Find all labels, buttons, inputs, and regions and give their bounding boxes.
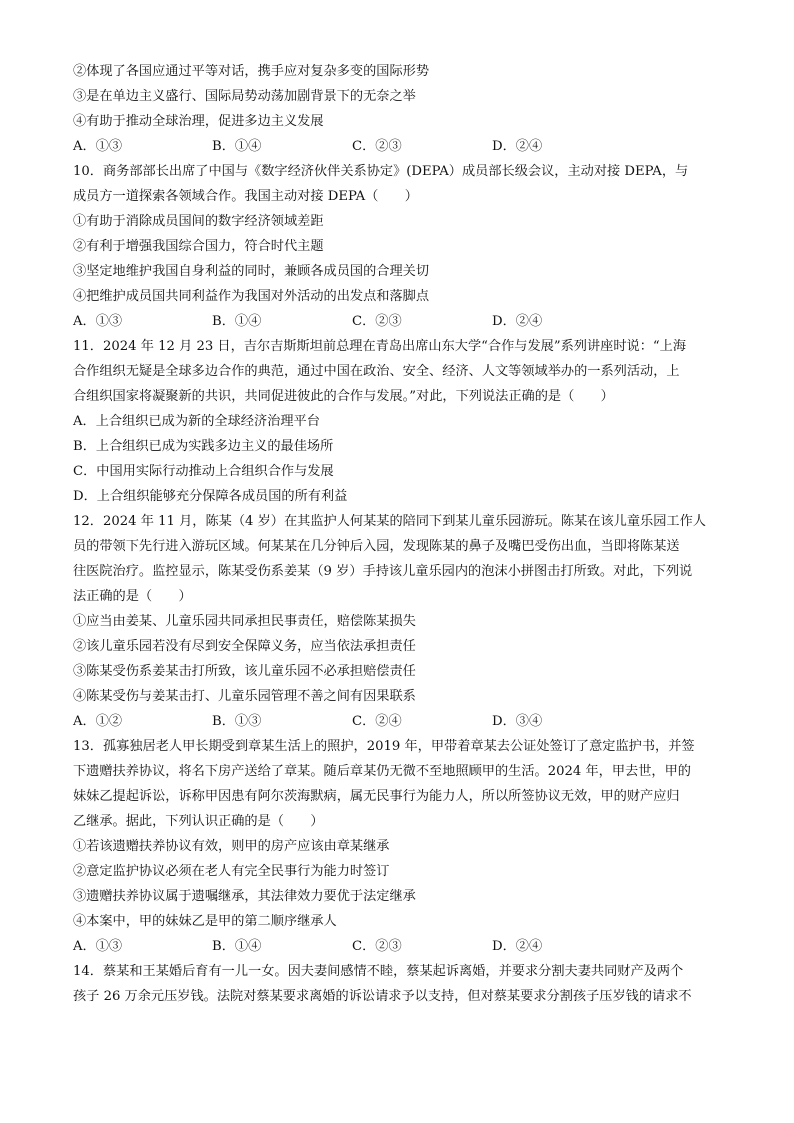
- q13-stem-line-3: 妹妹乙提起诉讼，诉称甲因患有阿尔茨海默病，属无民事行为能力人，所以所签协议无效，甲的财产应归: [73, 789, 680, 804]
- q12-statement-2: ②该儿童乐园若没有尽到安全保障义务，应当依法承担责任: [73, 639, 416, 654]
- q10-option-c[interactable]: C．②③: [352, 314, 402, 329]
- q13-option-d[interactable]: D．②④: [492, 939, 543, 954]
- q10-statement-3: ③坚定地维护我国自身利益的同时，兼顾各成员国的合理关切: [73, 264, 430, 279]
- q10-stem-line-1: 10．商务部部长出席了中国与《数字经济伙伴关系协定》(DEPA）成员部长级会议，主动对接 DEPA，与: [73, 164, 689, 179]
- q9-option-a[interactable]: A．①③: [73, 139, 123, 154]
- q10-stem-line-2: 成员方一道探索各领域合作。我国主动对接 DEPA（ ）: [73, 189, 418, 204]
- q13-statement-3: ③遗赠扶养协议属于遗嘱继承，其法律效力要优于法定继承: [73, 889, 416, 904]
- q13-statement-4: ④本案中，甲的妹妹乙是甲的第二顺序继承人: [73, 914, 337, 929]
- q12-option-d[interactable]: D．③④: [492, 714, 543, 729]
- q9-statement-2: ②体现了各国应通过平等对话，携手应对复杂多变的国际形势: [73, 64, 430, 79]
- q10-statement-2: ②有利于增强我国综合国力，符合时代主题: [73, 239, 324, 254]
- q12-stem-line-1: 12．2024 年 11 月，陈某（4 岁）在其监护人何某某的陪同下到某儿童乐园游玩。陈某在该儿童乐园工作人: [73, 514, 706, 529]
- q11-option-b[interactable]: B．上合组织已成为实践多边主义的最佳场所: [73, 439, 334, 454]
- q10-statement-1: ①有助于消除成员国间的数字经济领域差距: [73, 214, 324, 229]
- q11-option-a[interactable]: A．上合组织已成为新的全球经济治理平台: [73, 414, 320, 429]
- q12-option-a[interactable]: A．①②: [73, 714, 123, 729]
- q10-option-a[interactable]: A．①③: [73, 314, 123, 329]
- q14-stem-line-2: 孩子 26 万余元压岁钱。法院对蔡某要求离婚的诉讼请求予以支持，但对蔡某要求分割孩子压岁钱的请求不: [73, 989, 692, 1004]
- q11-stem-line-1: 11．2024 年 12 月 23 日，吉尔吉斯斯坦前总理在青岛出席山东大学“合作与发展”系列讲座时说：“上海: [73, 339, 687, 354]
- q13-option-c[interactable]: C．②③: [352, 939, 402, 954]
- q9-statement-3: ③是在单边主义盛行、国际局势动荡加剧背景下的无奈之举: [73, 89, 416, 104]
- q13-stem-line-2: 下遗赠扶养协议，将名下房产送给了章某。随后章某仍无微不至地照顾甲的生活。2024 年，甲去世，甲的: [73, 764, 691, 779]
- q13-statement-1: ①若该遗赠扶养协议有效，则甲的房产应该由章某继承: [73, 839, 390, 854]
- q9-option-b[interactable]: B．①④: [212, 139, 262, 154]
- q9-option-d[interactable]: D．②④: [492, 139, 543, 154]
- q11-stem-line-2: 合作组织无疑是全球多边合作的典范，通过中国在政治、安全、经济、人文等领域举办的一系列活动，上: [73, 364, 680, 379]
- q11-option-d[interactable]: D．上合组织能够充分保障各成员国的所有利益: [73, 489, 348, 504]
- q12-statement-4: ④陈某受伤与姜某击打、儿童乐园管理不善之间有因果联系: [73, 689, 416, 704]
- q12-statement-3: ③陈某受伤系姜某击打所致，该儿童乐园不必承担赔偿责任: [73, 664, 416, 679]
- q12-option-b[interactable]: B．①③: [212, 714, 262, 729]
- q14-stem-line-1: 14．蔡某和王某婚后育有一儿一女。因夫妻间感情不睦，蔡某起诉离婚，并要求分割夫妻共同财产及两个: [73, 964, 684, 979]
- q12-stem-line-3: 往医院治疗。监控显示，陈某受伤系姜某（9 岁）手持该儿童乐园内的泡沫小拼图击打所致。对此，下列说: [73, 564, 693, 579]
- q12-stem-line-4: 法正确的是（ ）: [73, 589, 192, 604]
- q13-option-b[interactable]: B．①④: [212, 939, 262, 954]
- q13-option-a[interactable]: A．①③: [73, 939, 123, 954]
- q10-option-d[interactable]: D．②④: [492, 314, 543, 329]
- q12-statement-1: ①应当由姜某、儿童乐园共同承担民事责任，赔偿陈某损失: [73, 614, 416, 629]
- q12-stem-line-2: 员的带领下先行进入游玩区域。何某某在几分钟后入园，发现陈某的鼻子及嘴巴受伤出血，当即将陈某送: [73, 539, 680, 554]
- q13-statement-2: ②意定监护协议必须在老人有完全民事行为能力时签订: [73, 864, 390, 879]
- q13-stem-line-1: 13．孤寡独居老人甲长期受到章某生活上的照护，2019 年，甲带着章某去公证处签订了意定监护书，并签: [73, 739, 695, 754]
- q12-option-c[interactable]: C．②④: [352, 714, 402, 729]
- q9-option-c[interactable]: C．②③: [352, 139, 402, 154]
- q10-statement-4: ④把维护成员国共同利益作为我国对外活动的出发点和落脚点: [73, 289, 430, 304]
- q9-statement-4: ④有助于推动全球治理，促进多边主义发展: [73, 114, 324, 129]
- q10-option-b[interactable]: B．①④: [212, 314, 262, 329]
- q11-option-c[interactable]: C．中国用实际行动推动上合组织合作与发展: [73, 464, 334, 479]
- q13-stem-line-4: 乙继承。据此，下列认识正确的是（ ）: [73, 814, 324, 829]
- q11-stem-line-3: 合组织国家将凝聚新的共识，共同促进彼此的合作与发展。”对此，下列说法正确的是（ ）: [73, 389, 614, 404]
